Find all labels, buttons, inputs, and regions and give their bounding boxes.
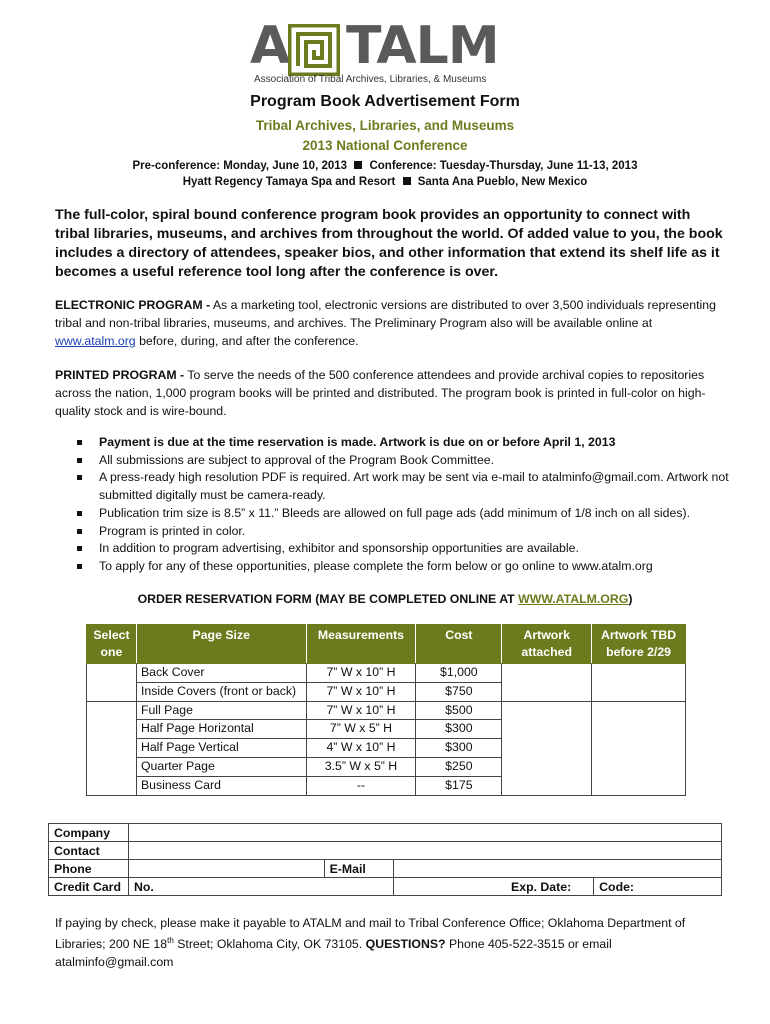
code-field[interactable] (594, 878, 722, 896)
cost-cell: $1,000 (416, 664, 502, 683)
col-select: Select one (87, 625, 137, 664)
conference-date: Conference: Tuesday-Thursday, June 11-13, 2013 (369, 160, 638, 172)
venue: Hyatt Regency Tamaya Spa and Resort (182, 176, 396, 188)
artwork-tbd-cell[interactable] (592, 664, 686, 702)
contact-table (48, 823, 722, 896)
measurement-cell: 7” W x 5” H (306, 720, 416, 739)
phone-label: Phone (49, 860, 129, 878)
list-item: Payment is due at the time reservation is made. Artwork is due on or before April 1, 2013 (75, 434, 735, 452)
list-item: In addition to program advertising, exhibitor and sponsorship opportunities are available. (75, 540, 735, 558)
col-artwork-tbd: Artwork TBD before 2/29 (592, 625, 686, 664)
measurement-cell: 3.5” W x 5” H (306, 757, 416, 776)
atalm-order-link[interactable]: WWW.ATALM.ORG (518, 592, 629, 606)
list-item: Publication trim size is 8.5” x 11.” Bleeds are allowed on full page ads (add minimum of 1/8 inch on all sides). (75, 505, 735, 523)
artwork-attached-cell[interactable] (502, 664, 592, 702)
ordinal-suffix: th (167, 936, 174, 945)
card-number-label: No. (133, 879, 154, 894)
page-size-cell: Quarter Page (136, 757, 306, 776)
contact-field[interactable] (128, 842, 721, 860)
code-label: Code: (599, 879, 635, 894)
order-table (86, 624, 686, 796)
conference-year: 2013 National Conference (302, 138, 468, 153)
company-label: Company (49, 824, 129, 842)
contact-text: Phone 405-522-3515 or email atalminfo@gmail.com (55, 937, 612, 970)
email-label: E-Mail (324, 860, 394, 878)
order-heading-end: ) (628, 592, 633, 606)
requirements-list (75, 434, 735, 576)
page-size-cell: Full Page (136, 701, 306, 720)
logo-letter-a: A (250, 16, 290, 76)
page-size-cell: Half Page Vertical (136, 739, 306, 758)
square-bullet-icon (403, 177, 411, 185)
list-item: A press-ready high resolution PDF is required. Art work may be sent via e-mail to atalminfo@gmail.com. Artwork not submitted digitally must be camera-ready. (75, 469, 735, 504)
electronic-program-paragraph (55, 296, 723, 350)
contact-label: Contact (49, 842, 129, 860)
electronic-label: ELECTRONIC PROGRAM - (55, 298, 211, 312)
list-item: Program is printed in color. (75, 523, 735, 541)
atalm-link[interactable]: www.atalm.org (55, 334, 136, 348)
address-text: Street; Oklahoma City, OK 73105. (173, 937, 363, 952)
preconference-date: Pre-conference: Monday, June 10, 2013 (132, 160, 348, 172)
questions-label: QUESTIONS? (365, 937, 446, 952)
order-form-heading (0, 592, 770, 606)
page-size-cell: Half Page Horizontal (136, 720, 306, 739)
page-size-cell: Business Card (136, 776, 306, 795)
credit-card-row (49, 878, 722, 896)
cost-cell: $500 (416, 701, 502, 720)
col-page-size: Page Size (136, 625, 306, 664)
measurement-cell: 7” W x 10” H (306, 664, 416, 683)
measurement-cell: 7” W x 10” H (306, 682, 416, 701)
cost-cell: $175 (416, 776, 502, 795)
page-size-cell: Back Cover (136, 664, 306, 683)
page-size-cell: Inside Covers (front or back) (136, 682, 306, 701)
list-item: All submissions are subject to approval of the Program Book Committee. (75, 452, 735, 470)
table-row (87, 664, 686, 683)
select-cell[interactable] (87, 701, 137, 795)
cost-cell: $750 (416, 682, 502, 701)
table-row (87, 701, 686, 720)
cost-cell: $300 (416, 720, 502, 739)
list-item: To apply for any of these opportunities, please complete the form below or go online to www.atalm.org (75, 558, 735, 576)
exp-date-label: Exp. Date: (511, 879, 572, 894)
artwork-tbd-cell[interactable] (592, 701, 686, 795)
dates-line (0, 160, 770, 172)
cost-cell: $300 (416, 739, 502, 758)
measurement-cell: 4” W x 10” H (306, 739, 416, 758)
logo-letters-talm: TALM (346, 16, 499, 76)
electronic-after: before, during, and after the conference. (139, 334, 359, 348)
card-number-field[interactable] (128, 878, 394, 896)
table-header-row (87, 625, 686, 664)
printed-text: To serve the needs of the 500 conference attendees and provide archival copies to repositories across the nation, 1,000 program books will be printed and distributed. The program book is printed in full-color on high-quality stock and is wire-bound. (55, 368, 706, 418)
phone-field[interactable] (128, 860, 324, 878)
company-field[interactable] (128, 824, 721, 842)
credit-card-label: Credit Card (49, 878, 129, 896)
contact-row (49, 842, 722, 860)
square-bullet-icon (354, 161, 362, 169)
intro-paragraph: The full-color, spiral bound conference program book provides an opportunity to connect with tribal libraries, museums, and archives from throughout the world. Of added value to you, the book includes a directory of attendees, speaker bios, and other information that extend its shelf life as it becomes a useful reference tool long after the conference is over. (55, 207, 723, 280)
col-artwork-attached: Artwork attached (502, 625, 592, 664)
electronic-text: As a marketing tool, electronic versions are distributed to over 3,500 individuals representing tribal and non-tribal libraries, museums, and archives. The Preliminary Program also will be available online at (55, 298, 716, 330)
location: Santa Ana Pueblo, New Mexico (417, 176, 588, 188)
logo-subtitle: Association of Tribal Archives, Libraries, & Museums (254, 74, 487, 85)
company-row (49, 824, 722, 842)
payment-instructions (55, 914, 723, 971)
select-cell[interactable] (87, 664, 137, 702)
col-measurements: Measurements (306, 625, 416, 664)
order-heading-text: ORDER RESERVATION FORM (MAY BE COMPLETED ONLINE AT (137, 592, 515, 606)
page-title: Program Book Advertisement Form (250, 93, 520, 110)
conference-name: Tribal Archives, Libraries, and Museums (255, 118, 515, 133)
measurement-cell: -- (306, 776, 416, 795)
printed-label: PRINTED PROGRAM - (55, 368, 185, 382)
exp-date-field[interactable] (394, 878, 594, 896)
email-field[interactable] (394, 860, 722, 878)
venue-line (0, 176, 770, 188)
measurement-cell: 7” W x 10” H (306, 701, 416, 720)
atalm-logo (250, 16, 499, 88)
phone-row (49, 860, 722, 878)
printed-program-paragraph (55, 366, 723, 420)
payment-text: If paying by check, please make it payable to ATALM and mail to Tribal Conference Office; Oklahoma Department of Libraries; 200 NE 18 (55, 916, 686, 952)
cost-cell: $250 (416, 757, 502, 776)
artwork-attached-cell[interactable] (502, 701, 592, 795)
maze-logo-icon (288, 24, 340, 76)
col-cost: Cost (416, 625, 502, 664)
